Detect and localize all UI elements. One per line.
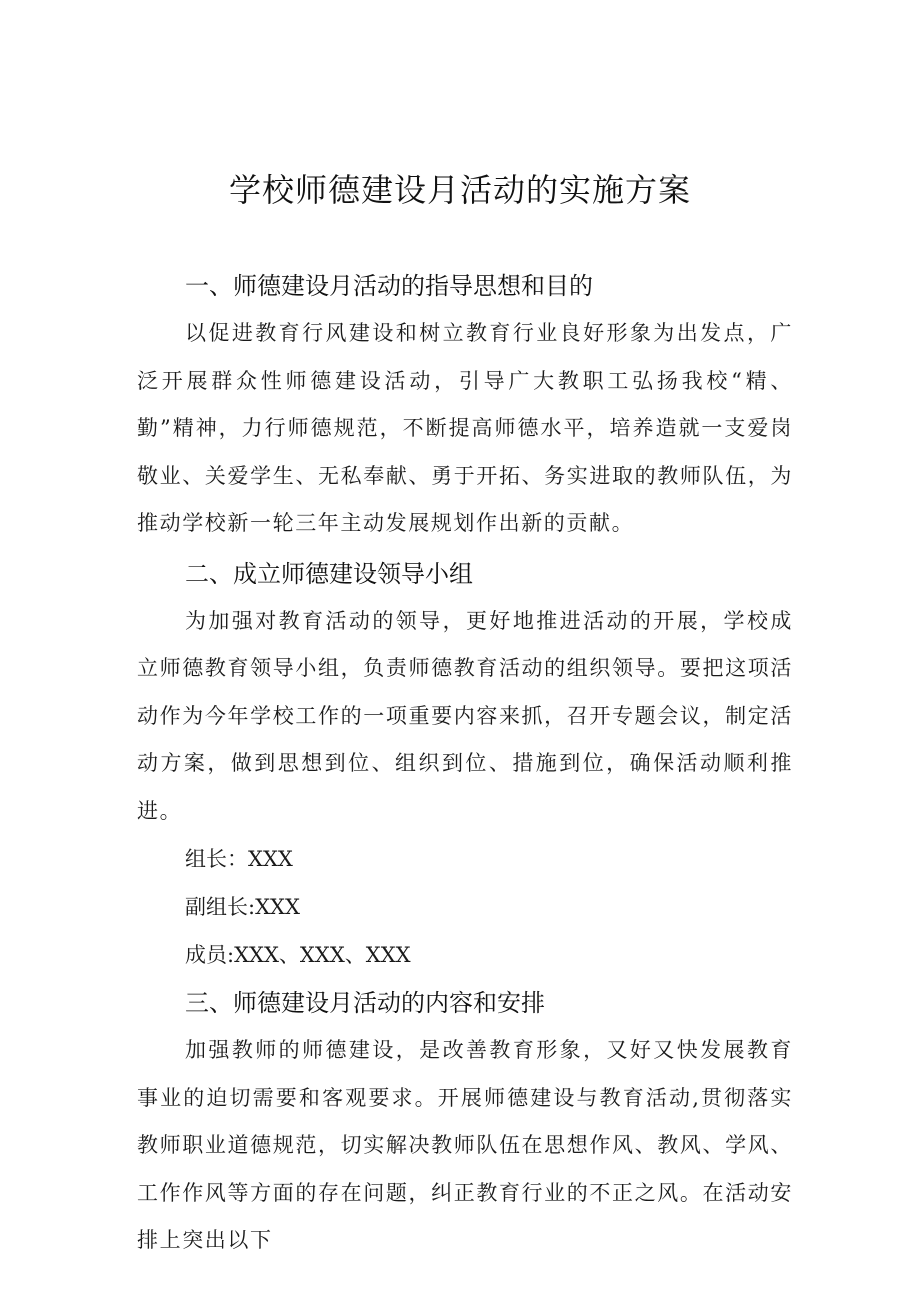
section-2-paragraph: 为加强对教育活动的领导，更好地推进活动的开展，学校成立师德教育领导小组，负责师德教育活动的组织领导。要把这项活动作为今年学校工作的一项重要内容来抓，召开专题会议，制定活动方案，做到思想到位、组织到位、措施到位，确保活动顺利推进。 (137, 608, 793, 823)
deputy-leader-line: 副组长:XXX (185, 895, 300, 919)
section-1-heading: 一、师德建设月活动的指导思想和目的 (185, 272, 593, 300)
document-title: 学校师德建设月活动的实施方案 (228, 171, 691, 209)
section-3-paragraph: 加强教师的师德建设，是改善教育形象，又好又快发展教育事业的迫切需要和客观要求。开展师德建设与教育活动,贯彻落实教师职业道德规范，切实解决教师队伍在思想作风、教风、学风、工作作风等方面的存在问题，纠正教育行业的不正之风。在活动安排上突出以下 (137, 1038, 793, 1252)
section-3-heading: 三、师德建设月活动的内容和安排 (185, 989, 545, 1017)
group-leader-line: 组长：XXX (185, 847, 293, 871)
section-2-heading: 二、成立师德建设领导小组 (185, 559, 473, 588)
section-1-paragraph: 以促进教育行风建设和树立教育行业良好形象为出发点，广泛开展群众性师德建设活动，引导广大教职工弘扬我校“精、勤”精神，力行师德规范，不断提高师德水平，培养造就一支爱岗敬业、关爱学生、无私奉献、勇于开拓、务实进取的教师队伍，为推动学校新一轮三年主动发展规划作出新的贡献。 (137, 321, 793, 535)
document-body (137, 262, 793, 1265)
group-members-line: 成员:XXX、XXX、XXX (185, 943, 411, 967)
